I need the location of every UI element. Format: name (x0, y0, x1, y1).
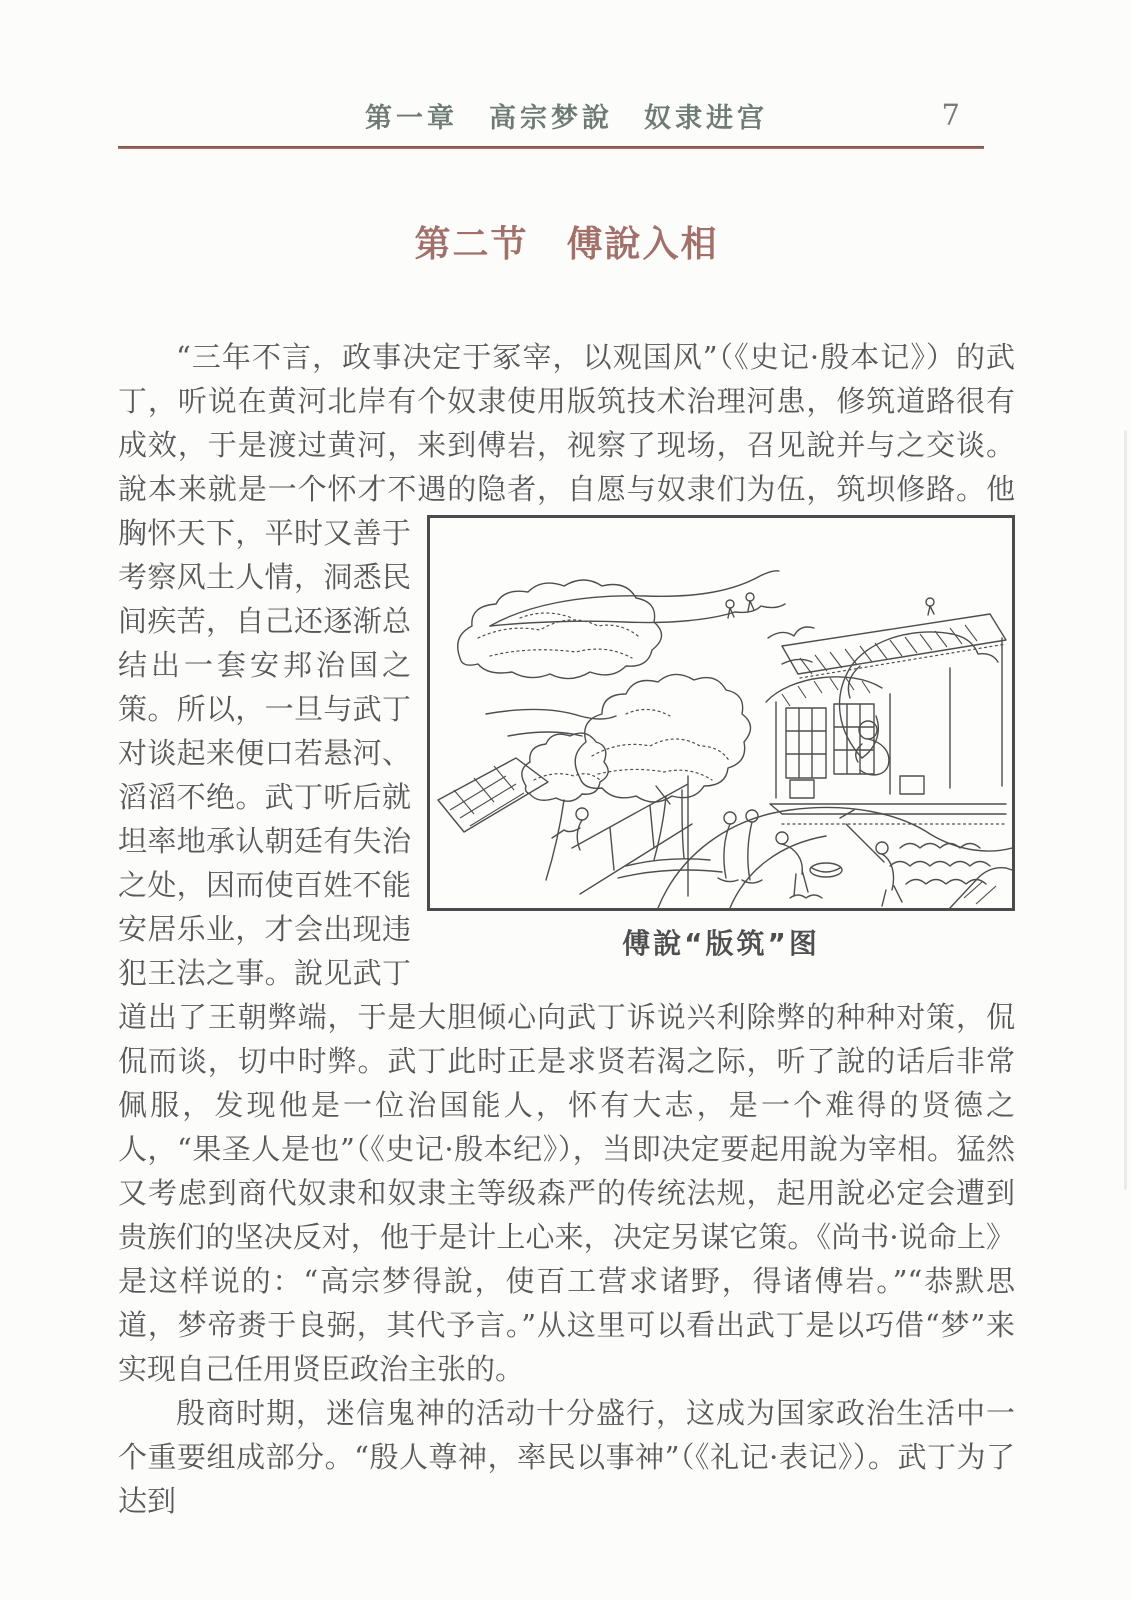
figure-block (427, 515, 1015, 963)
center-mound (658, 807, 1012, 908)
figure-caption: 傅說“版筑”图 (622, 927, 820, 960)
section-title: 第二节 傅說入相 (414, 224, 719, 265)
paragraph-opening: “三年不言，政事决定于冢宰，以观国风”（《史记·殷本记》）的武丁，听说在黄河北岸有个奴隶使用版筑技术治理河患，修筑道路很有成效，于是渡过黄河，来到傅岩，视察了现场，召见說并与之交谈。說本来就是一个怀才不遇的隐者，自愿与奴隶们为伍，筑坝修路。他胸怀天下，平时 (118, 340, 1015, 550)
palace-building (766, 598, 1006, 824)
paragraph-continuation: 又善于考察风土人情，洞悉民间疾苦，自己还逐渐总结出一套安邦治国之策。所以，一旦与武丁对谈起来便口若悬河、滔滔不绝。武丁听后就坦率地承认朝廷有失治之处，因而使百姓不能安居乐业，才会出现违犯王法之事。說见武丁道出了王朝弊端，于是大胆倾心向武丁诉说兴利除弊的种种对策，侃侃而谈，切中时弊。武丁此时正是求贤若渴之际，听了說的话后非常佩服，发现他是一位治国能人，怀有大志，是一个难得的贤德之人，“果圣人是也”（《史记·殷本纪》），当即决定要起用說为宰相。猛然又考虑到商代奴隶和奴隶主等级森严的传统法规，起用說必定会遭到贵族们的坚决反对，他于是计上心来，决定另谋它策。《尚书·说命上》是这样说的：“高宗梦得說，使百工营求诸野，得诸傅岩。”“恭默思道，梦帝赉于良弼，其代予言。”从这里可以看出武丁是以巧借“梦”来实现自己任用贤臣政治主张的。 (118, 516, 1015, 1386)
woodcut-frame (427, 515, 1015, 911)
main-paragraph (118, 335, 1015, 1391)
waves (890, 844, 1012, 909)
header-rule (118, 146, 984, 149)
closing-paragraph: 殷商时期，迷信鬼神的活动十分盛行，这成为国家政治生活中一个重要组成部分。“殷人尊神，率民以事神”（《礼记·表记》）。武丁为了达到 (118, 1396, 1015, 1518)
running-header (118, 0, 1015, 149)
chapter-title: 第一章 高宗梦說 奴隶进宫 (365, 103, 768, 134)
woodcut-illustration (430, 518, 1012, 908)
body-text (118, 335, 1015, 1523)
scan-edge-artifact (1124, 430, 1127, 1190)
page-number: 7 (941, 98, 960, 132)
banzhu-scaffold (552, 776, 692, 896)
